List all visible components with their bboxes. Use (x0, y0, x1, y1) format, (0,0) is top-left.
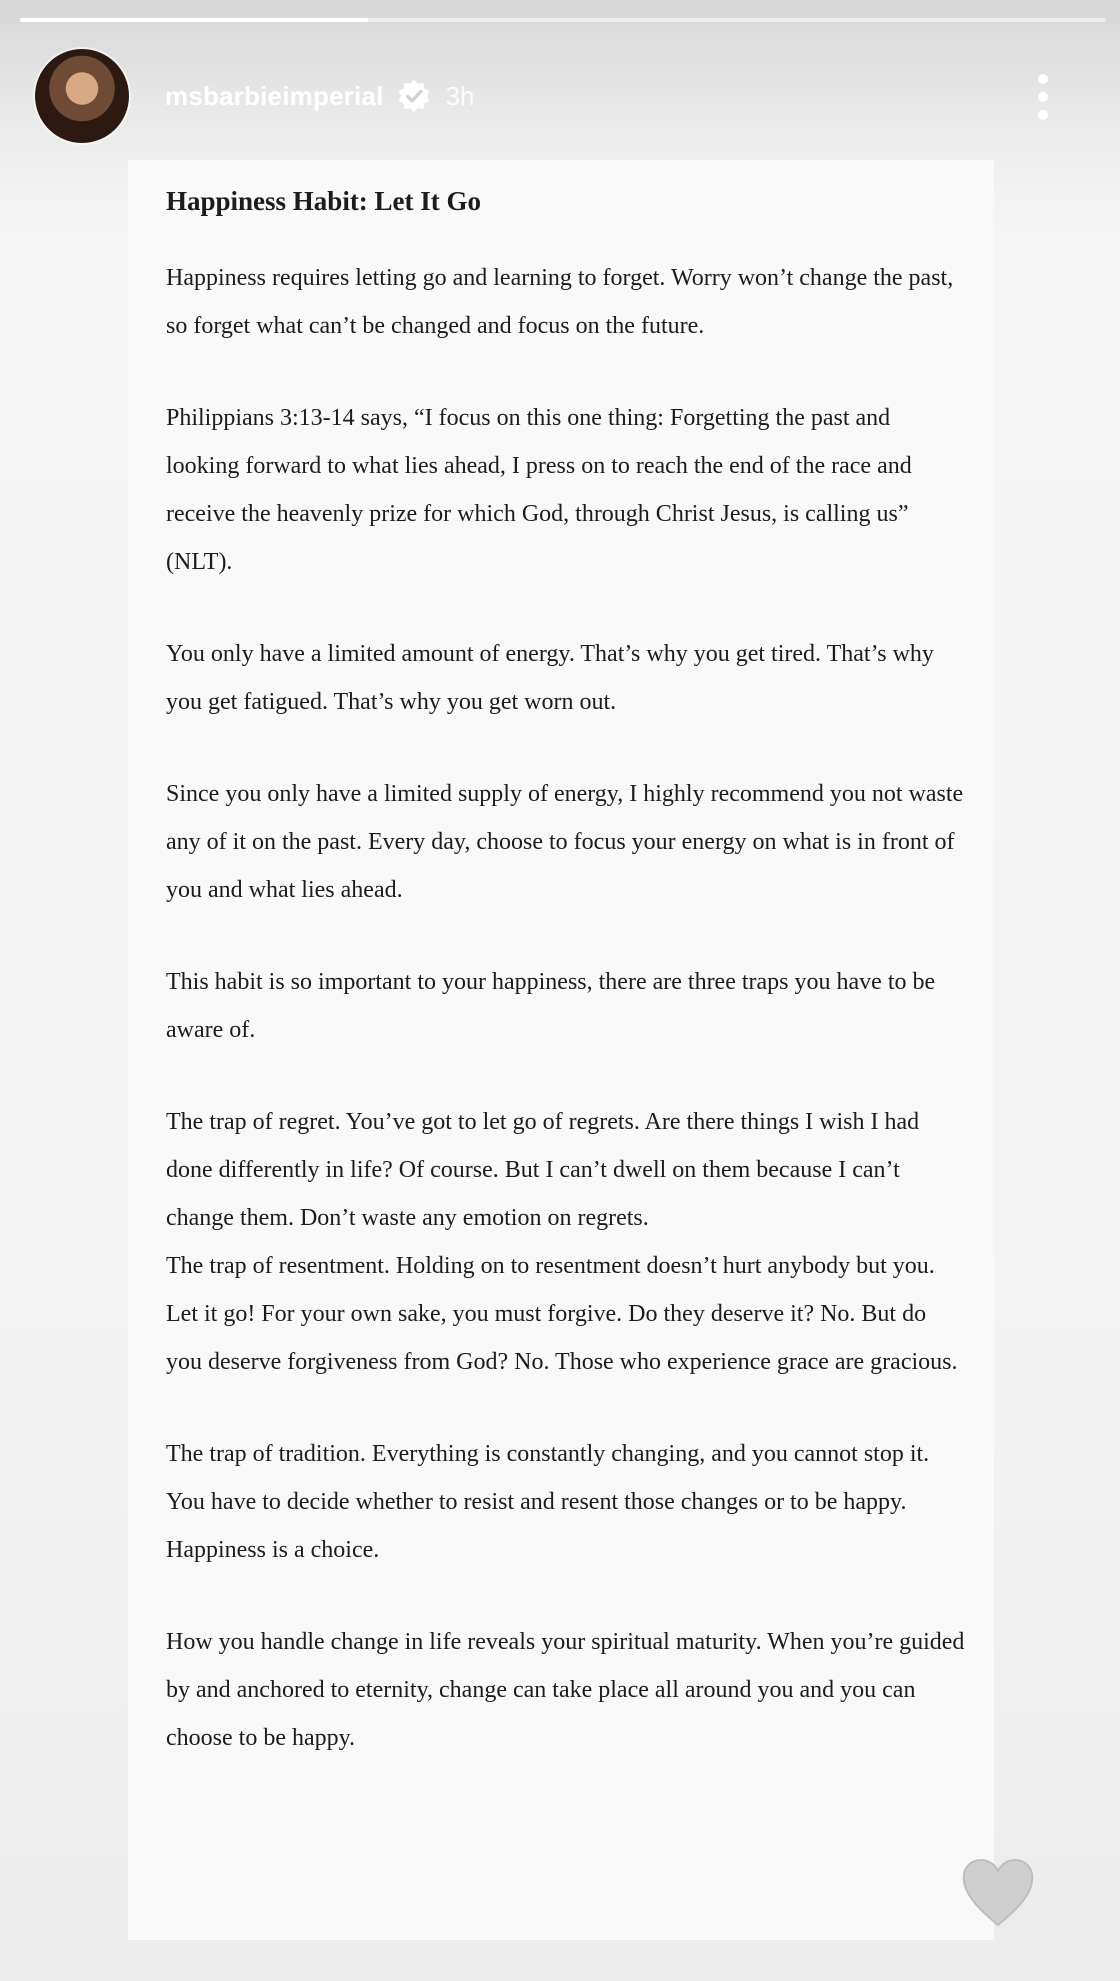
username[interactable]: msbarbieimperial (165, 80, 384, 111)
article-paragraph: Happiness requires letting go and learning to forget. Worry won’t change the past, so forget what can’t be changed and focus on the future. (166, 265, 954, 339)
article-paragraph: Philippians 3:13-14 says, “I focus on this one thing: Forgetting the past and looking forward to what lies ahead, I press on to reach the end of the race and receive the heavenly prize for which God, through Christ Jesus, is calling us” (NLT). (166, 405, 912, 575)
heart-icon[interactable] (960, 1857, 1036, 1929)
article-title: Happiness Habit: Let It Go (166, 186, 482, 216)
article-paragraph: Since you only have a limited supply of energy, I highly recommend you not waste any of it on the past. Every day, choose to focus your energy on what is in front of you and what lies ahead. (166, 781, 964, 903)
article-paragraph: The trap of tradition. Everything is constantly changing, and you cannot stop it. You have to decide whether to resist and resent those changes or to be happy. Happiness is a choice. (166, 1441, 930, 1563)
article-paragraph: How you handle change in life reveals your spiritual maturity. When you’re guided by and anchored to eternity, change can take place all around you and you can choose to be happy. (166, 1629, 965, 1751)
post-time: 3h (445, 80, 475, 111)
verified-badge-icon (396, 78, 432, 114)
story-progress-fill (20, 18, 368, 22)
article-paragraph: This habit is so important to your happiness, there are three traps you have to be aware of. (166, 969, 936, 1043)
story-header (35, 48, 1100, 144)
avatar[interactable] (35, 49, 129, 143)
story-progress-bar (20, 18, 1106, 22)
more-vertical-icon[interactable] (1036, 72, 1050, 122)
article-paragraph: You only have a limited amount of energy. That’s why you get tired. That’s why you get fatigued. That’s why you get worn out. (166, 641, 934, 715)
article-paragraph: The trap of resentment. Holding on to resentment doesn’t hurt anybody but you. Let it go! For your own sake, you must forgive. Do they deserve it? No. But do you deserve forgiveness from God? No. Those who experience grace are gracious. (166, 1253, 958, 1375)
article-paragraph: The trap of regret. You’ve got to let go of regrets. Are there things I wish I had done differently in life? Of course. But I can’t dwell on them because I can’t change them. Don’t waste any emotion on regrets. (166, 1109, 920, 1231)
article-body (166, 178, 966, 1762)
